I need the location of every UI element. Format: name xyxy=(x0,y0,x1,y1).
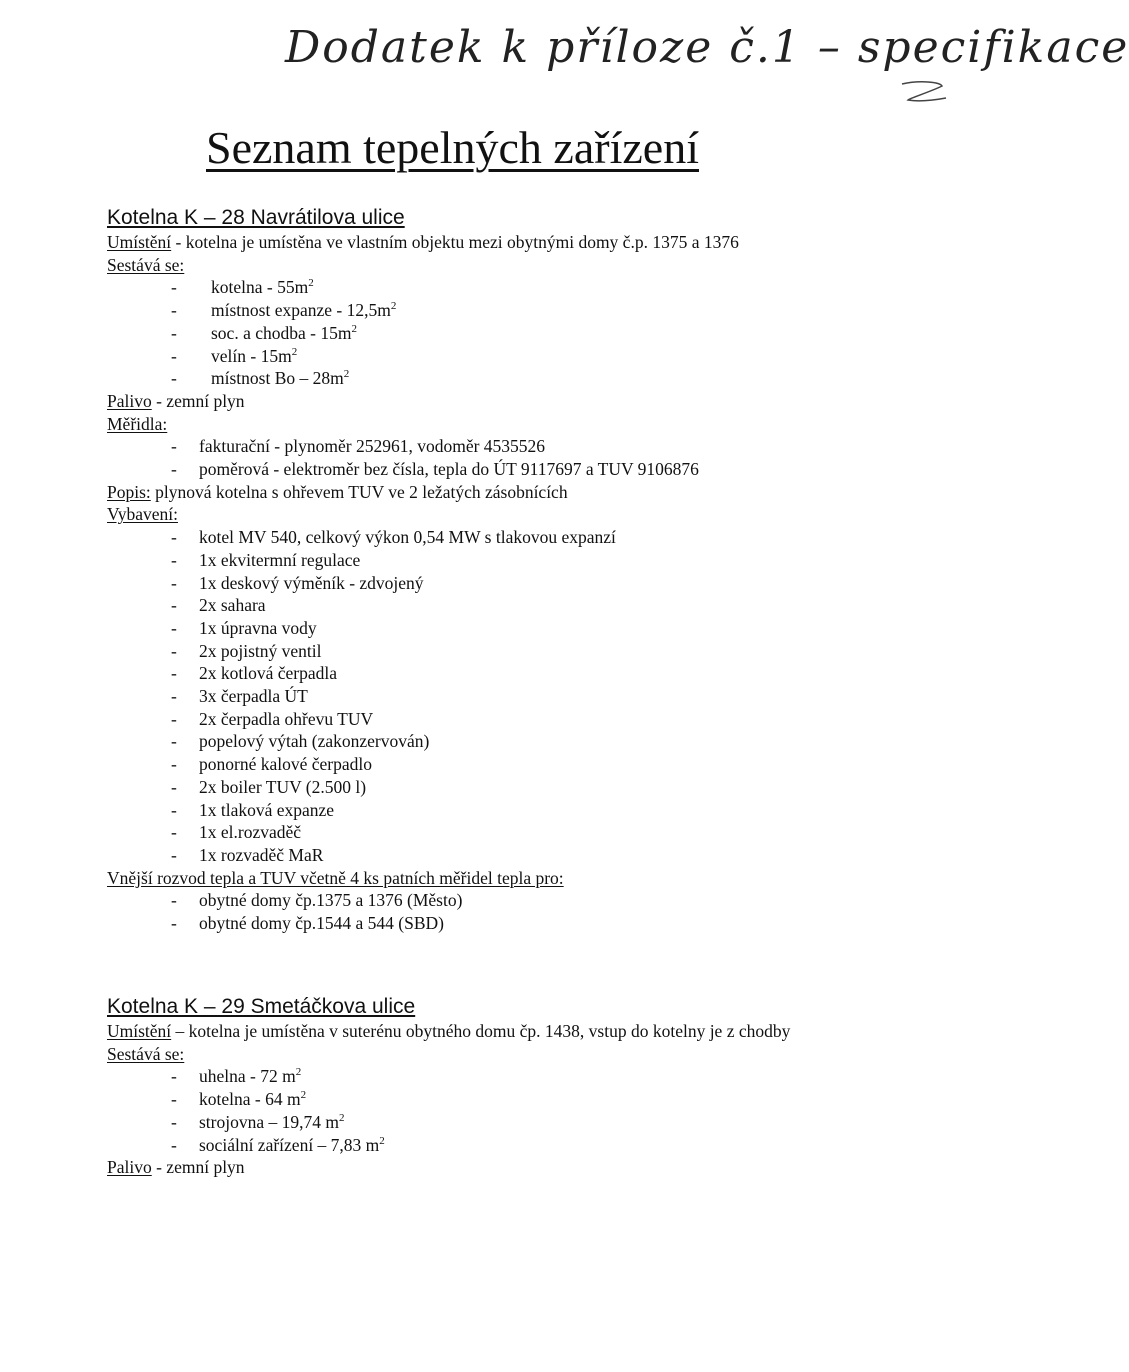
location-text: - kotelna je umístěna ve vlastním objektu mezi obytnými domy č.p. 1375 a 1376 xyxy=(171,232,739,252)
list-item xyxy=(107,889,907,912)
list-item-text: 2x kotlová čerpadla xyxy=(199,663,338,684)
list-dash: - xyxy=(171,1134,177,1155)
list-item xyxy=(107,1065,907,1088)
location-label: Umístění xyxy=(107,1021,172,1041)
list-item-text: kotelna - 64 m xyxy=(199,1089,301,1110)
handwritten-note: Dodatek k příloze č.1 – specifikace xyxy=(285,22,1129,73)
external-label: Vnější rozvod tepla a TUV včetně 4 ks patních měřidel tepla pro: xyxy=(107,867,564,888)
location-line xyxy=(107,231,907,254)
list-dash: - xyxy=(171,368,177,389)
list-dash: - xyxy=(171,617,177,638)
list-dash: - xyxy=(171,572,177,593)
list-dash: - xyxy=(171,527,177,548)
list-dash: - xyxy=(171,822,177,843)
section-heading: Kotelna K – 28 Navrátilova ulice xyxy=(107,206,405,229)
list-dash: - xyxy=(171,776,177,797)
list-item xyxy=(107,276,907,299)
list-dash: - xyxy=(171,663,177,684)
list-dash: - xyxy=(171,345,177,366)
list-item xyxy=(107,776,907,799)
meters-list xyxy=(107,435,907,480)
list-dash: - xyxy=(171,436,177,457)
list-item-text: místnost expanze - 12,5m xyxy=(211,300,391,321)
list-dash: - xyxy=(171,731,177,752)
unit-superscript: 2 xyxy=(343,368,350,381)
list-dash: - xyxy=(171,708,177,729)
list-item xyxy=(107,662,907,685)
fuel-line xyxy=(107,1156,907,1179)
fuel-text: - zemní plyn xyxy=(151,1157,245,1178)
list-item xyxy=(107,912,907,935)
list-item xyxy=(107,526,907,549)
list-item xyxy=(107,730,907,753)
unit-superscript: 2 xyxy=(295,1066,302,1079)
list-item-text: 1x el.rozvaděč xyxy=(199,822,302,843)
list-dash: - xyxy=(171,640,177,661)
list-item xyxy=(107,367,907,390)
list-item-text: 1x deskový výměník - zdvojený xyxy=(199,572,424,593)
location-text: – kotelna je umístěna v suterénu obytného domu čp. 1438, vstup do kotelny je z chodby xyxy=(171,1021,791,1041)
list-dash: - xyxy=(171,300,177,321)
list-item-text: kotel MV 540, celkový výkon 0,54 MW s tlakovou expanzí xyxy=(199,527,616,548)
list-dash: - xyxy=(171,595,177,616)
section-k28 xyxy=(107,205,907,935)
list-item xyxy=(107,435,907,458)
list-dash: - xyxy=(171,1089,177,1110)
list-dash: - xyxy=(171,322,177,343)
list-item-text: 2x boiler TUV (2.500 l) xyxy=(199,776,367,797)
list-item xyxy=(107,617,907,640)
list-item-text: soc. a chodba - 15m xyxy=(211,322,352,343)
list-item-text: 3x čerpadla ÚT xyxy=(199,686,308,707)
list-dash: - xyxy=(171,754,177,775)
list-item-text: kotelna - 55m xyxy=(211,277,309,298)
rooms-list xyxy=(107,276,907,390)
rooms-list xyxy=(107,1065,907,1156)
list-item xyxy=(107,685,907,708)
list-item-text: obytné domy čp.1375 a 1376 (Město) xyxy=(199,890,463,911)
list-item xyxy=(107,640,907,663)
location-label: Umístění xyxy=(107,232,172,252)
list-item-text: sociální zařízení – 7,83 m xyxy=(199,1134,380,1155)
list-item-text: místnost Bo – 28m xyxy=(211,368,344,389)
list-dash: - xyxy=(171,890,177,911)
unit-superscript: 2 xyxy=(390,300,397,313)
list-item xyxy=(107,549,907,572)
list-item xyxy=(107,1088,907,1111)
list-item-text: 1x tlaková expanze xyxy=(199,799,335,820)
list-item xyxy=(107,1134,907,1157)
page-title: Seznam tepelných zařízení xyxy=(206,122,699,173)
list-dash: - xyxy=(171,1066,177,1087)
list-item-text: obytné domy čp.1544 a 544 (SBD) xyxy=(199,913,444,934)
list-dash: - xyxy=(171,1111,177,1132)
unit-superscript: 2 xyxy=(291,345,298,358)
list-item xyxy=(107,572,907,595)
list-item-text: strojovna – 19,74 m xyxy=(199,1111,339,1132)
list-item xyxy=(107,345,907,368)
unit-superscript: 2 xyxy=(308,277,314,290)
list-item xyxy=(107,299,907,322)
unit-superscript: 2 xyxy=(300,1089,307,1102)
unit-superscript: 2 xyxy=(379,1134,385,1147)
description-label: Popis: xyxy=(107,481,151,502)
external-list xyxy=(107,889,907,934)
consists-label: Sestává se: xyxy=(107,1043,185,1064)
list-dash: - xyxy=(171,549,177,570)
list-item-text: 2x sahara xyxy=(199,595,266,616)
description-line xyxy=(107,481,907,504)
list-item xyxy=(107,1111,907,1134)
fuel-label: Palivo xyxy=(107,1157,152,1178)
list-item xyxy=(107,594,907,617)
equipment-list xyxy=(107,526,907,867)
list-item-text: 1x rozvaděč MaR xyxy=(199,844,324,865)
list-item-text: velín - 15m xyxy=(211,345,292,366)
consists-label: Sestává se: xyxy=(107,254,185,275)
list-item-text: ponorné kalové čerpadlo xyxy=(199,754,372,775)
fuel-line xyxy=(107,390,907,413)
list-dash: - xyxy=(171,459,177,480)
list-item xyxy=(107,708,907,731)
list-item-text: 2x pojistný ventil xyxy=(199,640,322,661)
list-dash: - xyxy=(171,799,177,820)
unit-superscript: 2 xyxy=(339,1111,345,1124)
list-dash: - xyxy=(171,844,177,865)
section-k29 xyxy=(107,994,907,1179)
list-item-text: poměrová - elektroměr bez čísla, tepla do ÚT 9117697 a TUV 9106876 xyxy=(199,459,699,480)
section-heading: Kotelna K – 29 Smetáčkova ulice xyxy=(107,995,416,1018)
list-item xyxy=(107,844,907,867)
list-item-text: fakturační - plynoměr 252961, vodoměr 4535526 xyxy=(199,436,546,457)
list-dash: - xyxy=(171,913,177,934)
list-dash: - xyxy=(171,686,177,707)
list-item-text: 1x ekvitermní regulace xyxy=(199,549,361,570)
list-dash: - xyxy=(171,277,177,298)
list-item xyxy=(107,753,907,776)
equipment-label: Vybavení: xyxy=(107,504,178,525)
location-line xyxy=(107,1020,847,1043)
list-item-text: popelový výtah (zakonzervován) xyxy=(199,731,430,752)
list-item xyxy=(107,821,907,844)
description-text: plynová kotelna s ohřevem TUV ve 2 ležatých zásobnících xyxy=(150,481,568,502)
list-item xyxy=(107,799,907,822)
list-item-text: uhelna - 72 m xyxy=(199,1066,296,1087)
handwritten-scribble xyxy=(880,78,950,108)
list-item-text: 1x úpravna vody xyxy=(199,617,317,638)
list-item xyxy=(107,322,907,345)
list-item-text: 2x čerpadla ohřevu TUV xyxy=(199,708,374,729)
meters-label: Měřidla: xyxy=(107,413,168,434)
fuel-text: - zemní plyn xyxy=(151,390,245,411)
list-item xyxy=(107,458,907,481)
fuel-label: Palivo xyxy=(107,390,152,411)
unit-superscript: 2 xyxy=(351,322,357,335)
